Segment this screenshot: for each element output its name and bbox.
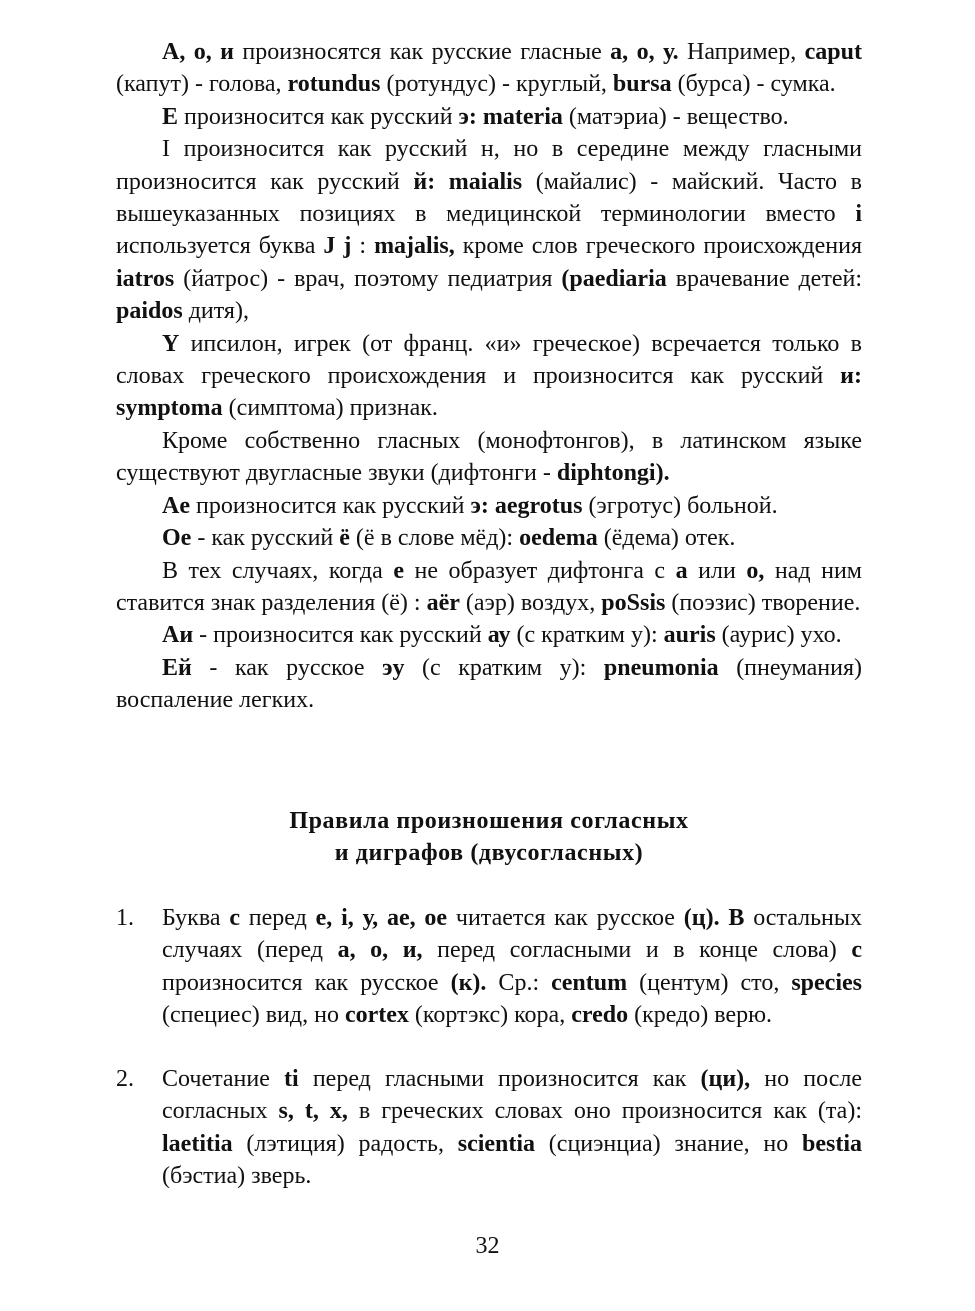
paragraph [116,425,862,490]
text-run: перед [239,905,316,931]
bold-term: centum [551,969,628,996]
list-number: 1. [116,905,134,931]
bold-term: Аи [162,622,194,649]
text-run: (поэзис) творение. [665,589,861,616]
text-run: ипсилон, игрек (от франц. «и» греческое) всречается только в словах греческого происхождения и произносится как русский [116,330,862,390]
body-text [116,36,862,717]
bold-term: и: symptoma [116,363,862,422]
bold-term: й: maialis [413,168,523,195]
bold-term: paidos [116,298,183,325]
paragraph [116,619,862,651]
bold-term: (paediaria [561,265,667,292]
bold-term: (ци), [700,1066,751,1092]
text-run: используется буква [116,233,324,260]
text-run: (сциэнциа) знание, но [535,1130,802,1157]
text-run: (кортэкс) кора, [408,1002,572,1029]
text-run: или [687,557,747,584]
text-run: произносится как русский [178,103,459,130]
text-run: в греческих словах оно произносится как (та): [347,1098,862,1125]
text-run: (эгротус) больной. [582,492,778,519]
bold-term: Oe [162,525,192,552]
bold-term: laetitia [162,1130,233,1157]
bold-term: о, [746,557,765,584]
bold-term: diphtongi). [556,460,670,487]
bold-term: oedema [519,525,598,552]
bold-term: cortex [344,1002,409,1029]
text-run: Например, [678,39,805,65]
bold-term: (к). [450,969,487,996]
paragraph [116,133,862,327]
bold-term: i [855,201,862,228]
text-run: Кроме собственно гласных (монофтонгов), в латинском языке существуют двугласные звуки (дифтонги - [116,427,862,487]
text-run: (матэриа) - вещество. [562,103,789,130]
paragraph [116,490,862,522]
bold-term: (ц). В [683,905,745,931]
bold-term: rotundus [287,71,381,98]
text-run: (ё в слове мёд): [349,525,520,552]
text-run: Сочетание [162,1066,285,1092]
text-run: I произносится как русский н, но в середине между гласными произносится как русский [116,136,862,195]
text-run: перед гласными произносится как [298,1066,701,1092]
bold-term: а [675,557,688,584]
text-run: (майалис) - майский. Часто в вышеуказанных позициях в медицинской терминологии вместо [116,168,862,228]
list-item [116,902,862,1032]
text-run: (лэтиция) радость, [232,1130,458,1157]
paragraph [116,101,862,133]
bold-term: aёr [426,589,460,616]
paragraph [116,555,862,620]
text-run: (ротундус) - круглый, [380,71,613,98]
bold-term: Y [162,330,180,357]
heading-line-2: и диграфов (двусогласных) [334,840,644,866]
text-run: (симптома) признак. [222,395,438,422]
bold-term: auris [663,622,716,649]
text-run: Буква [162,905,230,931]
text-run: - как русский [191,525,340,552]
list-item-text [162,902,862,1032]
text-run: перед согласными и в конце слова) [422,937,852,964]
text-run: (специес) вид, но [162,1002,345,1029]
bold-term: species [791,969,862,996]
list-item [116,1063,862,1193]
bold-term: с [851,937,862,964]
text-run: (бурса) - сумка. [671,71,836,98]
text-run: (аэр) воздух, [459,589,602,616]
section-heading [116,805,862,869]
bold-term: J j [323,233,352,260]
text-run: (капут) - голова, [116,71,288,98]
bold-term: caput [804,39,862,65]
text-run: произносятся как русские гласные [234,39,611,65]
text-run: читается как русское [447,905,684,931]
bold-term: a, o, у. [610,39,679,65]
bold-term: ау [487,622,511,649]
bold-term: э: materia [458,103,563,130]
text-run: (бэстиа) зверь. [162,1163,312,1190]
heading-line-1: Правила произношения согласных [289,808,689,834]
text-run: Ср.: [486,969,552,996]
page-number: 32 [475,1233,500,1259]
bold-term: s, t, x, [278,1098,348,1125]
bold-term: credo [571,1002,629,1029]
text-run: (пнеумания) воспаление легких. [116,654,863,714]
text-run: (ёдема) отек. [597,525,736,552]
text-run: : [351,233,375,260]
bold-term: majalis, [374,233,455,260]
text-run: (йатрос) - врач, поэтому педиатрия [174,265,562,292]
paragraph [116,522,862,554]
text-run: (с кратким у): [404,654,604,681]
bold-term: pneumonia [603,654,719,681]
text-run: не образует дифтонга с [403,557,676,584]
text-run: (с кратким у): [510,622,664,649]
bold-term: Ей [162,654,192,681]
text-run: произносится как русское [162,969,451,996]
list-number: 2. [116,1066,134,1092]
text-run: врачевание детей: [666,265,862,292]
text-run: остальных случаях (перед [162,905,862,964]
bold-term: Е [162,103,179,130]
bold-term: A, o, и [162,39,234,65]
bold-term: ё [339,525,350,552]
text-run: - как русское [191,654,383,681]
text-run: (центум) сто, [627,969,792,996]
bold-term: е, i, у, ае, ое [315,905,448,931]
bold-term: эу [382,654,405,681]
bold-term: bursa [612,71,672,98]
text-run: над ним ставится знак разделения (ё) : [116,557,862,616]
text-run: произносится как русский [189,492,471,519]
text-run: (аурис) ухо. [715,622,842,649]
text-run: - произносится как русский [193,622,488,649]
bold-term: iatros [116,265,175,292]
bold-term: poSsis [601,589,666,616]
paragraph [116,652,862,717]
paragraph [116,328,862,425]
bold-term: scientia [457,1130,536,1157]
text-run: кроме слов греческого происхождения [454,233,863,260]
paragraph [116,36,862,101]
text-run: (кредо) верю. [628,1002,773,1029]
text-run: В тех случаях, когда [162,557,394,584]
bold-term: с [229,905,240,931]
list-item-text [162,1063,862,1193]
bold-term: Ae [162,492,190,519]
bold-term: ti [284,1066,299,1092]
text-run: дитя), [182,298,249,325]
bold-term: bestia [802,1130,862,1157]
text-run: но после согласных [162,1066,862,1125]
bold-term: э: aegrotus [470,492,583,519]
bold-term: е [393,557,404,584]
bold-term: а, о, и, [337,937,423,964]
